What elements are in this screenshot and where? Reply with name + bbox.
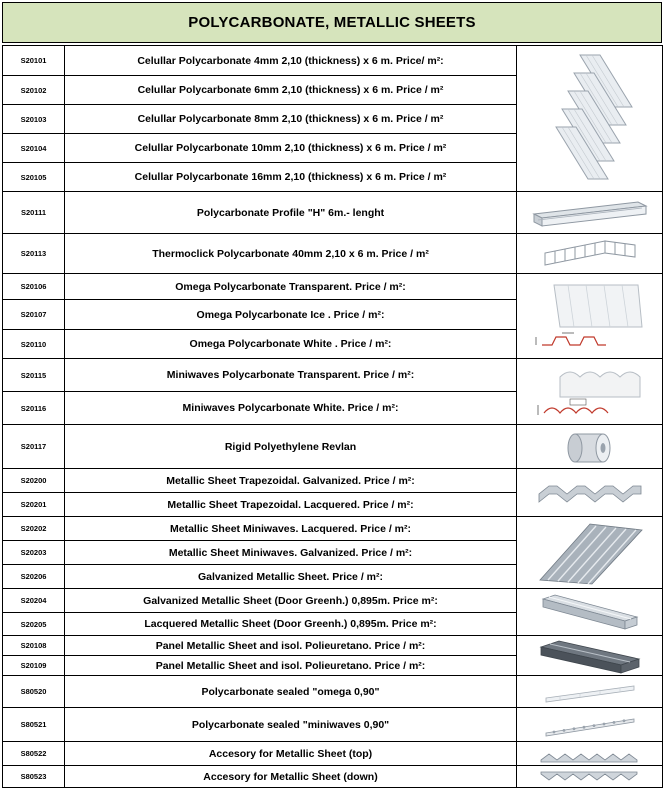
table-row[interactable] xyxy=(3,234,663,274)
metallic-accessory-top-image xyxy=(517,742,663,766)
product-description: Omega Polycarbonate White . Price / m²: xyxy=(65,330,517,359)
trapezoidal-sheet-image xyxy=(517,469,663,517)
table-row[interactable] xyxy=(3,517,663,541)
product-code: S80521 xyxy=(3,708,65,742)
product-code: S20206 xyxy=(3,565,65,589)
product-code: S20117 xyxy=(3,425,65,469)
product-description: Accesory for Metallic Sheet (top) xyxy=(65,742,517,766)
product-code: S20111 xyxy=(3,192,65,234)
table-row[interactable] xyxy=(3,589,663,613)
product-description: Lacquered Metallic Sheet (Door Greenh.) 0,895m. Price m²: xyxy=(65,613,517,636)
product-description: Polycarbonate sealed "miniwaves 0,90" xyxy=(65,708,517,742)
product-code: S20202 xyxy=(3,517,65,541)
product-description: Polycarbonate sealed "omega 0,90" xyxy=(65,676,517,708)
product-description: Celullar Polycarbonate 8mm 2,10 (thickness) x 6 m. Price / m² xyxy=(65,105,517,134)
product-code: S20203 xyxy=(3,541,65,565)
product-code: S20106 xyxy=(3,274,65,300)
product-description: Celullar Polycarbonate 16mm 2,10 (thickness) x 6 m. Price / m² xyxy=(65,163,517,192)
table-row[interactable] xyxy=(3,46,663,76)
product-code: S80523 xyxy=(3,766,65,788)
product-description: Metallic Sheet Trapezoidal. Galvanized. Price / m²: xyxy=(65,469,517,493)
product-code: S80522 xyxy=(3,742,65,766)
product-code: S20110 xyxy=(3,330,65,359)
product-code: S20201 xyxy=(3,493,65,517)
table-row[interactable] xyxy=(3,274,663,300)
product-table xyxy=(2,45,663,788)
product-description: Metallic Sheet Miniwaves. Galvanized. Price / m²: xyxy=(65,541,517,565)
product-description: Galvanized Metallic Sheet. Price / m²: xyxy=(65,565,517,589)
product-code: S20107 xyxy=(3,300,65,330)
product-description: Omega Polycarbonate Transparent. Price / m²: xyxy=(65,274,517,300)
metallic-accessory-down-image xyxy=(517,766,663,788)
product-code: S20103 xyxy=(3,105,65,134)
product-code: S80520 xyxy=(3,676,65,708)
table-row[interactable] xyxy=(3,636,663,656)
miniwaves-seal-image xyxy=(517,708,663,742)
product-description: Miniwaves Polycarbonate Transparent. Price / m²: xyxy=(65,359,517,392)
product-code: S20108 xyxy=(3,636,65,656)
product-description: Polycarbonate Profile "H" 6m.- lenght xyxy=(65,192,517,234)
cellular-polycarbonate-image xyxy=(517,46,663,192)
product-description: Panel Metallic Sheet and isol. Polieuretano. Price / m²: xyxy=(65,636,517,656)
product-description: Accesory for Metallic Sheet (down) xyxy=(65,766,517,788)
table-row[interactable] xyxy=(3,676,663,708)
door-greenhouse-sheet-image xyxy=(517,589,663,636)
product-code: S20115 xyxy=(3,359,65,392)
table-row[interactable] xyxy=(3,359,663,392)
omega-polycarbonate-image xyxy=(517,274,663,359)
product-code: S20105 xyxy=(3,163,65,192)
product-description: Celullar Polycarbonate 6mm 2,10 (thickness) x 6 m. Price / m² xyxy=(65,76,517,105)
product-description: Panel Metallic Sheet and isol. Polieuretano. Price / m²: xyxy=(65,656,517,676)
h-profile-image xyxy=(517,192,663,234)
film-roll-image xyxy=(517,425,663,469)
omega-seal-image xyxy=(517,676,663,708)
corrugated-sheet-image xyxy=(517,517,663,589)
table-row[interactable] xyxy=(3,425,663,469)
product-code: S20104 xyxy=(3,134,65,163)
miniwaves-polycarbonate-image xyxy=(517,359,663,425)
product-description: Miniwaves Polycarbonate White. Price / m²: xyxy=(65,392,517,425)
table-row[interactable] xyxy=(3,742,663,766)
product-description: Galvanized Metallic Sheet (Door Greenh.) 0,895m. Price m²: xyxy=(65,589,517,613)
sheet-title: POLYCARBONATE, METALLIC SHEETS xyxy=(2,2,662,43)
product-description: Rigid Polyethylene Revlan xyxy=(65,425,517,469)
product-description: Metallic Sheet Trapezoidal. Lacquered. Price / m²: xyxy=(65,493,517,517)
product-description: Celullar Polycarbonate 10mm 2,10 (thickness) x 6 m. Price / m² xyxy=(65,134,517,163)
product-description: Omega Polycarbonate Ice . Price / m²: xyxy=(65,300,517,330)
product-code: S20205 xyxy=(3,613,65,636)
product-code: S20200 xyxy=(3,469,65,493)
product-description: Metallic Sheet Miniwaves. Lacquered. Price / m²: xyxy=(65,517,517,541)
product-code: S20116 xyxy=(3,392,65,425)
table-row[interactable] xyxy=(3,708,663,742)
product-code: S20113 xyxy=(3,234,65,274)
product-code: S20101 xyxy=(3,46,65,76)
table-row[interactable] xyxy=(3,766,663,788)
insulated-panel-image xyxy=(517,636,663,676)
table-row[interactable] xyxy=(3,192,663,234)
thermoclick-image xyxy=(517,234,663,274)
product-description: Thermoclick Polycarbonate 40mm 2,10 x 6 m. Price / m² xyxy=(65,234,517,274)
table-row[interactable] xyxy=(3,469,663,493)
product-code: S20204 xyxy=(3,589,65,613)
product-code: S20102 xyxy=(3,76,65,105)
product-code: S20109 xyxy=(3,656,65,676)
product-description: Celullar Polycarbonate 4mm 2,10 (thickness) x 6 m. Price/ m²: xyxy=(65,46,517,76)
